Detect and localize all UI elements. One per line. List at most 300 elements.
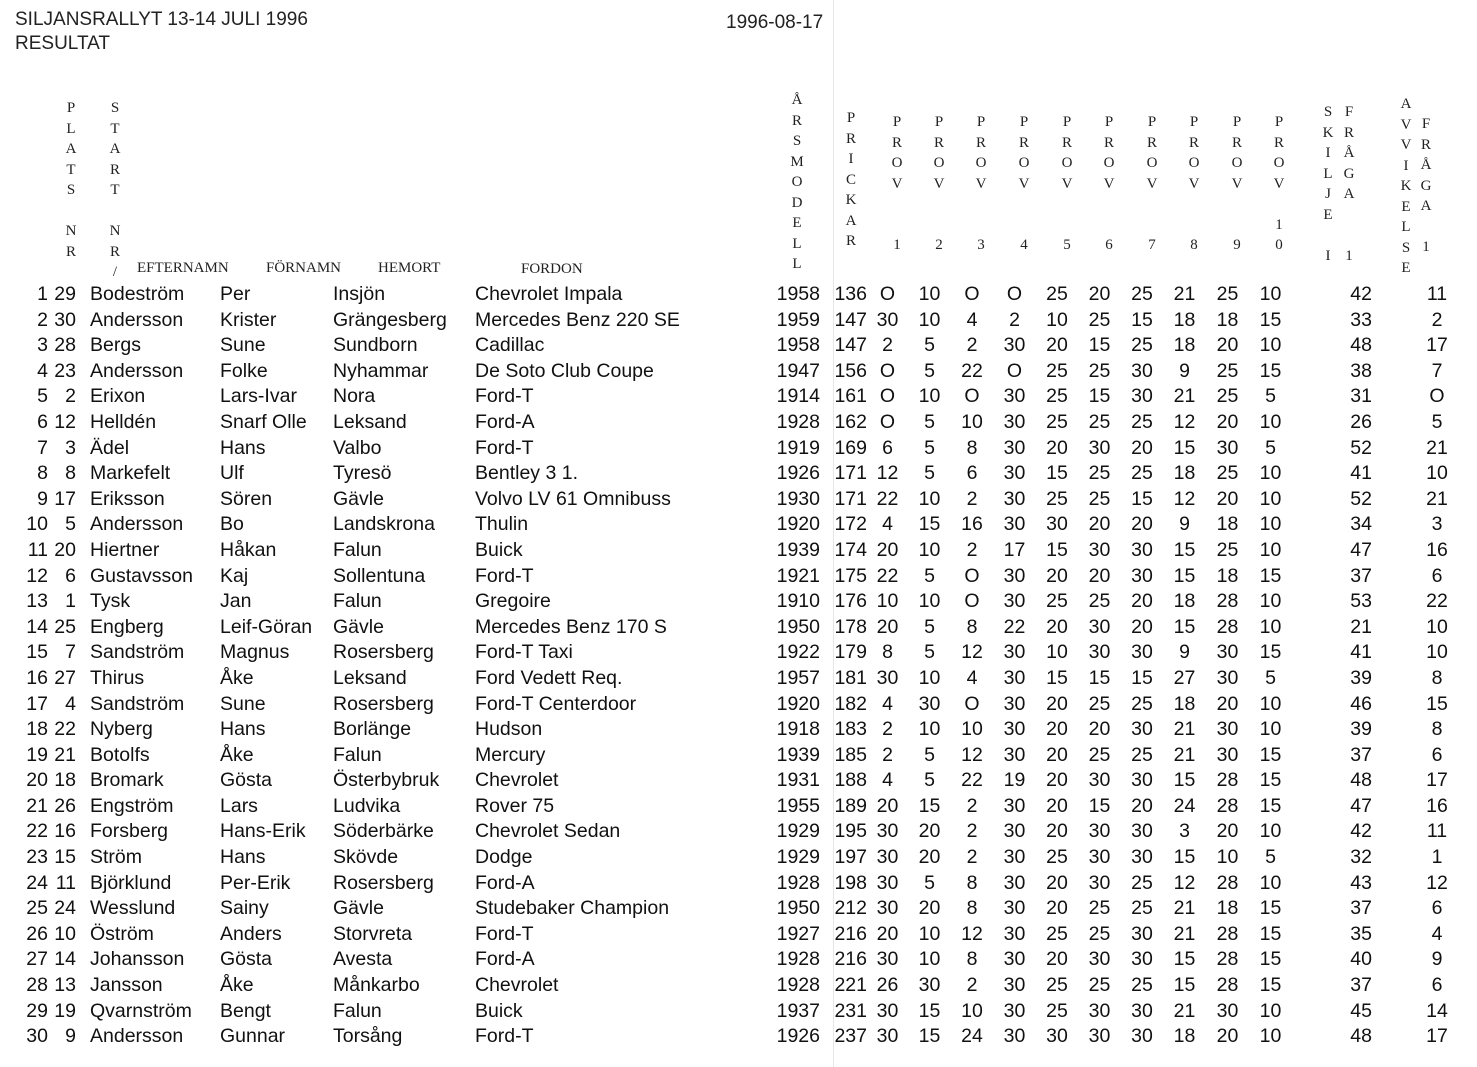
fordon-cell: Ford-T Centerdoor: [475, 692, 637, 715]
spacer-cell: [76, 487, 90, 513]
prickar-cell: 175: [834, 564, 867, 587]
avvikelse-cell: 9: [1431, 948, 1443, 971]
prov-1-cell: 2: [882, 334, 893, 357]
efternamn-cell: Bergs: [90, 334, 141, 357]
table-row: [0, 768, 1477, 794]
table-row: [0, 384, 1477, 410]
prov-4-cell: 30: [1003, 334, 1026, 357]
skilje-cell: 47: [1350, 538, 1372, 561]
fordon-cell: Chevrolet: [475, 974, 559, 997]
table-row: [0, 922, 1477, 948]
prov-10-cell: 10: [1259, 334, 1282, 357]
arsmodell-cell: 1937: [776, 999, 820, 1022]
prov-6-cell: 25: [1088, 743, 1111, 766]
fordon-cell: Mercedes Benz 170 S: [475, 615, 667, 638]
avvikelse-cell: 2: [1431, 308, 1443, 331]
spacer-cell: [76, 871, 90, 897]
skilje-cell: 53: [1350, 590, 1372, 613]
avvikelse-cell: 22: [1426, 590, 1448, 613]
avvikelse-cell: 14: [1426, 999, 1448, 1022]
prov-7-cell: 25: [1131, 283, 1153, 305]
prov-1-cell: 30: [876, 1025, 899, 1048]
fordon-cell: Ford-A: [475, 871, 535, 894]
prov-9-cell: 20: [1216, 487, 1239, 510]
skilje-cell: 37: [1350, 897, 1372, 920]
prov-3-cell: 12: [961, 641, 983, 664]
skilje-cell: 41: [1350, 462, 1372, 485]
prov-9-cell: 20: [1216, 1025, 1239, 1048]
plats-cell: 1: [37, 283, 48, 305]
table-row: [0, 845, 1477, 871]
spacer-cell: [76, 922, 90, 948]
arsmodell-cell: 1922: [776, 641, 820, 664]
prickar-cell: 185: [834, 743, 867, 766]
hemort-cell: Gävle: [333, 897, 384, 920]
prov-3-cell: 24: [961, 1025, 983, 1048]
table-row: [0, 947, 1477, 973]
fordon-cell: Ford Vedett Req.: [475, 666, 623, 689]
skilje-cell: 39: [1350, 666, 1372, 689]
prov-4-cell: 30: [1003, 641, 1026, 664]
prov-6-cell: 25: [1088, 897, 1111, 920]
prov-10-cell: 15: [1259, 564, 1282, 587]
fornamn-cell: Lars: [220, 794, 258, 817]
start-cell: 17: [54, 487, 76, 510]
efternamn-cell: Helldén: [90, 410, 157, 433]
fordon-cell: Gregoire: [475, 590, 551, 613]
start-cell: 25: [54, 615, 76, 638]
hemort-cell: Landskrona: [333, 513, 435, 536]
spacer-cell: [76, 819, 90, 845]
prov-6-cell: 20: [1088, 283, 1111, 305]
prov-1-cell: 26: [876, 974, 899, 997]
skilje-cell: 21: [1350, 615, 1372, 638]
arsmodell-cell: 1929: [776, 820, 820, 843]
prov-2-cell: 20: [918, 846, 941, 869]
prov-3-cell: 12: [961, 922, 983, 945]
prov-5-cell: 15: [1046, 538, 1068, 561]
prov-7-cell: 20: [1131, 590, 1153, 613]
prov-7-cell: 25: [1131, 743, 1153, 766]
prov-4-cell: 30: [1003, 666, 1026, 689]
prov-2-cell: 30: [918, 974, 941, 997]
prov-5-cell: 25: [1046, 283, 1068, 305]
start-cell: 21: [54, 743, 76, 766]
fordon-cell: Cadillac: [475, 334, 545, 357]
prov-3-cell: O: [964, 385, 980, 408]
prov-7-cell: 30: [1131, 385, 1153, 408]
table-row: [0, 512, 1477, 538]
efternamn-cell: Björklund: [90, 871, 172, 894]
plats-cell: 5: [37, 385, 48, 408]
efternamn-cell: Jansson: [90, 974, 163, 997]
plats-cell: 14: [26, 615, 48, 638]
plats-cell: 22: [26, 820, 48, 843]
table-row: [0, 1024, 1477, 1050]
fornamn-cell: Snarf Olle: [220, 410, 307, 433]
prov-10-cell: 10: [1259, 871, 1282, 894]
col-header-efternamn: EFTERNAMN: [137, 260, 229, 276]
prov-5-cell: 20: [1046, 334, 1068, 357]
prov-8-cell: 12: [1173, 871, 1196, 894]
prov-10-cell: 15: [1259, 308, 1282, 331]
fornamn-cell: Folke: [220, 359, 268, 382]
spacer-cell: [76, 564, 90, 590]
fordon-cell: Chevrolet Impala: [475, 283, 623, 305]
results-table: [0, 282, 1477, 1050]
prov-8-cell: 18: [1173, 462, 1196, 485]
avvikelse-cell: 16: [1426, 538, 1448, 561]
prov-10-cell: 5: [1265, 846, 1276, 869]
start-cell: 14: [54, 948, 76, 971]
prov-10-cell: 10: [1259, 590, 1282, 613]
efternamn-cell: Engström: [90, 794, 174, 817]
table-row: [0, 589, 1477, 615]
col-header-start-nr: S T A R T N R /: [109, 100, 121, 280]
spacer-cell: [76, 768, 90, 794]
fornamn-cell: Sune: [220, 692, 266, 715]
prickar-cell: 197: [834, 846, 867, 869]
fordon-cell: Dodge: [475, 846, 533, 869]
prov-8-cell: 12: [1173, 487, 1196, 510]
prov-5-cell: 20: [1046, 769, 1068, 792]
prov-5-cell: 10: [1046, 641, 1068, 664]
arsmodell-cell: 1920: [776, 513, 820, 536]
prov-3-cell: 22: [961, 359, 983, 382]
efternamn-cell: Eriksson: [90, 487, 165, 510]
table-row: [0, 333, 1477, 359]
prov-8-cell: 9: [1179, 641, 1190, 664]
prov-1-cell: O: [879, 410, 896, 433]
skilje-cell: 52: [1350, 436, 1372, 459]
prov-7-cell: 25: [1131, 692, 1153, 715]
col-header-prov-10: P R O V 1 0: [1273, 114, 1285, 253]
start-cell: 2: [65, 385, 76, 408]
spacer-cell: [76, 666, 90, 692]
fornamn-cell: Magnus: [220, 641, 290, 664]
prickar-cell: 221: [834, 974, 867, 997]
prickar-cell: 179: [834, 641, 867, 664]
prov-10-cell: 15: [1259, 359, 1282, 382]
fornamn-cell: Per-Erik: [220, 871, 291, 894]
prov-8-cell: 21: [1173, 897, 1196, 920]
prov-9-cell: 28: [1216, 615, 1239, 638]
prov-2-cell: 15: [918, 999, 941, 1022]
col-header-arsmodell: Å R S M O D E L L: [790, 92, 804, 272]
fordon-cell: Ford-T: [475, 385, 534, 408]
hemort-cell: Valbo: [333, 436, 382, 459]
skilje-cell: 33: [1350, 308, 1372, 331]
efternamn-cell: Johansson: [90, 948, 185, 971]
prov-2-cell: 5: [924, 359, 935, 382]
prov-7-cell: 30: [1131, 769, 1153, 792]
fordon-cell: Chevrolet Sedan: [475, 820, 621, 843]
table-row: [0, 359, 1477, 385]
start-cell: 20: [54, 538, 76, 561]
col-header-prov-5: P R O V 5: [1061, 114, 1073, 253]
col-header-hemort: HEMORT: [378, 260, 441, 276]
avvikelse-cell: 21: [1426, 487, 1448, 510]
arsmodell-cell: 1928: [776, 974, 820, 997]
prov-10-cell: 10: [1259, 692, 1282, 715]
prov-8-cell: 15: [1173, 846, 1196, 869]
hemort-cell: Rosersberg: [333, 871, 434, 894]
prov-10-cell: 15: [1259, 769, 1282, 792]
skilje-cell: 42: [1350, 283, 1372, 305]
start-cell: 4: [65, 692, 76, 715]
prov-9-cell: 25: [1216, 359, 1239, 382]
efternamn-cell: Wesslund: [90, 897, 176, 920]
hemort-cell: Leksand: [333, 410, 407, 433]
prov-9-cell: 10: [1216, 846, 1239, 869]
prov-8-cell: 21: [1173, 743, 1196, 766]
spacer-cell: [76, 794, 90, 820]
hemort-cell: Rosersberg: [333, 692, 434, 715]
fordon-cell: Ford-A: [475, 948, 535, 971]
table-row: [0, 743, 1477, 769]
arsmodell-cell: 1919: [776, 436, 820, 459]
avvikelse-cell: 17: [1426, 1025, 1448, 1048]
plats-cell: 7: [37, 436, 48, 459]
prov-1-cell: O: [879, 359, 896, 382]
fornamn-cell: Sören: [220, 487, 273, 510]
prov-9-cell: 25: [1216, 385, 1239, 408]
prov-8-cell: 9: [1179, 513, 1190, 536]
prov-7-cell: 30: [1131, 922, 1153, 945]
spacer-cell: [76, 436, 90, 462]
prov-8-cell: 21: [1173, 718, 1196, 741]
plats-cell: 11: [27, 538, 48, 561]
skilje-cell: 42: [1350, 820, 1372, 843]
prov-6-cell: 30: [1088, 871, 1111, 894]
avvikelse-cell: 6: [1431, 564, 1443, 587]
col-header-fraga-1b: F R Å G A 1: [1420, 116, 1432, 255]
prov-8-cell: 15: [1173, 615, 1196, 638]
efternamn-cell: Hiertner: [90, 538, 160, 561]
prov-1-cell: 20: [876, 538, 899, 561]
spacer-cell: [76, 845, 90, 871]
plats-cell: 23: [26, 846, 48, 869]
prov-2-cell: 20: [918, 820, 941, 843]
arsmodell-cell: 1921: [776, 564, 820, 587]
plats-cell: 13: [26, 590, 48, 613]
fordon-cell: Ford-T: [475, 1025, 534, 1048]
document-title: SILJANSRALLYT 13-14 JULI 1996: [15, 9, 308, 30]
prov-9-cell: 28: [1216, 590, 1239, 613]
col-header-skilje: S K I L J E I: [1322, 104, 1334, 264]
spacer-cell: [76, 999, 90, 1025]
hemort-cell: Gävle: [333, 615, 384, 638]
efternamn-cell: Sandström: [90, 692, 185, 715]
hemort-cell: Falun: [333, 590, 382, 613]
prov-1-cell: 30: [876, 897, 899, 920]
prov-3-cell: O: [964, 564, 980, 587]
avvikelse-cell: 4: [1431, 922, 1443, 945]
arsmodell-cell: 1959: [776, 308, 820, 331]
prov-7-cell: 30: [1131, 999, 1153, 1022]
prov-4-cell: 30: [1003, 590, 1026, 613]
spacer-cell: [76, 947, 90, 973]
prov-7-cell: 30: [1131, 538, 1153, 561]
prov-10-cell: 5: [1265, 666, 1276, 689]
prov-4-cell: O: [1006, 359, 1023, 382]
prov-3-cell: 10: [961, 410, 983, 433]
prickar-cell: 216: [834, 948, 867, 971]
efternamn-cell: Sandström: [90, 641, 185, 664]
skilje-cell: 48: [1350, 334, 1372, 357]
arsmodell-cell: 1918: [776, 718, 820, 741]
prov-6-cell: 25: [1088, 410, 1111, 433]
fordon-cell: Studebaker Champion: [475, 897, 670, 920]
prickar-cell: 198: [834, 871, 867, 894]
fornamn-cell: Per: [220, 283, 251, 305]
prov-4-cell: 30: [1003, 922, 1026, 945]
plats-cell: 6: [37, 410, 48, 433]
prov-1-cell: O: [879, 385, 896, 408]
prov-7-cell: 30: [1131, 1025, 1153, 1048]
prov-10-cell: 15: [1259, 897, 1282, 920]
arsmodell-cell: 1926: [776, 1025, 820, 1048]
prov-8-cell: 15: [1173, 769, 1196, 792]
table-row: [0, 282, 1477, 308]
fornamn-cell: Åke: [220, 743, 254, 766]
prov-5-cell: 20: [1046, 436, 1068, 459]
fordon-cell: De Soto Club Coupe: [475, 359, 654, 382]
fornamn-cell: Lars-Ivar: [220, 385, 297, 408]
prov-10-cell: 10: [1259, 487, 1282, 510]
prov-5-cell: 25: [1046, 974, 1068, 997]
prov-8-cell: 3: [1179, 820, 1190, 843]
arsmodell-cell: 1957: [776, 666, 820, 689]
prov-5-cell: 10: [1046, 308, 1068, 331]
prov-9-cell: 28: [1216, 769, 1239, 792]
avvikelse-cell: 21: [1426, 436, 1448, 459]
avvikelse-cell: 17: [1426, 769, 1448, 792]
prov-2-cell: 5: [924, 410, 935, 433]
hemort-cell: Österbybruk: [333, 769, 440, 792]
efternamn-cell: Andersson: [90, 1025, 184, 1048]
prov-1-cell: 2: [882, 718, 893, 741]
fordon-cell: Ford-T Taxi: [475, 641, 573, 664]
fornamn-cell: Hans: [220, 436, 266, 459]
prov-5-cell: 20: [1046, 564, 1068, 587]
prov-9-cell: 18: [1216, 308, 1239, 331]
results-rows: [0, 282, 1477, 1050]
prov-10-cell: 15: [1259, 743, 1282, 766]
prov-2-cell: 10: [918, 948, 941, 971]
prov-3-cell: 2: [966, 334, 978, 357]
prov-8-cell: 12: [1173, 410, 1196, 433]
efternamn-cell: Gustavsson: [90, 564, 193, 587]
fornamn-cell: Gunnar: [220, 1025, 286, 1048]
prov-2-cell: 5: [924, 769, 935, 792]
spacer-cell: [76, 640, 90, 666]
prov-6-cell: 20: [1088, 718, 1111, 741]
prov-6-cell: 30: [1088, 641, 1111, 664]
prov-7-cell: 20: [1131, 615, 1153, 638]
prov-8-cell: 15: [1173, 948, 1196, 971]
prov-8-cell: 27: [1173, 666, 1196, 689]
prov-8-cell: 18: [1173, 590, 1196, 613]
prov-2-cell: 15: [918, 1025, 941, 1048]
prov-4-cell: 30: [1003, 897, 1026, 920]
prickar-cell: 171: [834, 462, 867, 485]
col-header-prickar: P R I C K A R: [845, 110, 857, 249]
table-row: [0, 308, 1477, 334]
col-header-prov-1: P R O V 1: [891, 114, 903, 253]
prov-1-cell: 4: [882, 769, 893, 792]
start-cell: 12: [54, 410, 76, 433]
prov-9-cell: 30: [1216, 999, 1239, 1022]
prov-3-cell: O: [964, 283, 980, 305]
table-row: [0, 666, 1477, 692]
prov-4-cell: 30: [1003, 487, 1026, 510]
efternamn-cell: Nyberg: [90, 718, 153, 741]
hemort-cell: Sollentuna: [333, 564, 426, 587]
prov-9-cell: 20: [1216, 692, 1239, 715]
fordon-cell: Volvo LV 61 Omnibuss: [475, 487, 671, 510]
plats-cell: 25: [26, 897, 48, 920]
prov-5-cell: 30: [1046, 1025, 1068, 1048]
prov-2-cell: 15: [918, 794, 941, 817]
spacer-cell: [76, 359, 90, 385]
prov-9-cell: 25: [1216, 538, 1239, 561]
fornamn-cell: Leif-Göran: [220, 615, 313, 638]
spacer-cell: [76, 717, 90, 743]
prov-4-cell: 17: [1003, 538, 1026, 561]
prov-9-cell: 20: [1216, 334, 1239, 357]
prov-1-cell: 2: [882, 743, 893, 766]
prov-6-cell: 25: [1088, 462, 1111, 485]
prov-5-cell: 20: [1046, 743, 1068, 766]
arsmodell-cell: 1910: [776, 590, 820, 613]
prov-10-cell: 10: [1259, 1025, 1282, 1048]
skilje-cell: 48: [1350, 769, 1372, 792]
prov-10-cell: 5: [1265, 385, 1276, 408]
prov-3-cell: 8: [966, 897, 978, 920]
prov-4-cell: 30: [1003, 743, 1026, 766]
fornamn-cell: Sune: [220, 334, 266, 357]
avvikelse-cell: 10: [1426, 615, 1448, 638]
hemort-cell: Avesta: [333, 948, 393, 971]
prov-9-cell: 18: [1216, 564, 1239, 587]
prov-10-cell: 15: [1259, 794, 1282, 817]
prov-7-cell: 25: [1131, 897, 1153, 920]
col-header-prov-7: P R O V 7: [1146, 114, 1158, 253]
prov-6-cell: 25: [1088, 922, 1111, 945]
prov-3-cell: 2: [966, 538, 978, 561]
prickar-cell: 181: [834, 666, 867, 689]
plats-cell: 4: [37, 359, 48, 382]
table-row: [0, 794, 1477, 820]
hemort-cell: Gävle: [333, 487, 384, 510]
prov-3-cell: 22: [961, 769, 983, 792]
hemort-cell: Rosersberg: [333, 641, 434, 664]
table-row: [0, 999, 1477, 1025]
prov-10-cell: 5: [1265, 436, 1276, 459]
hemort-cell: Sundborn: [333, 334, 418, 357]
prov-6-cell: 30: [1088, 999, 1111, 1022]
prov-1-cell: 8: [882, 641, 893, 664]
start-cell: 9: [65, 1025, 76, 1048]
prov-4-cell: O: [1006, 283, 1023, 305]
prov-10-cell: 15: [1259, 948, 1282, 971]
prov-1-cell: 30: [876, 820, 899, 843]
prov-8-cell: 18: [1173, 1025, 1196, 1048]
prickar-cell: 147: [834, 308, 867, 331]
plats-cell: 19: [26, 743, 48, 766]
avvikelse-cell: 3: [1431, 513, 1443, 536]
